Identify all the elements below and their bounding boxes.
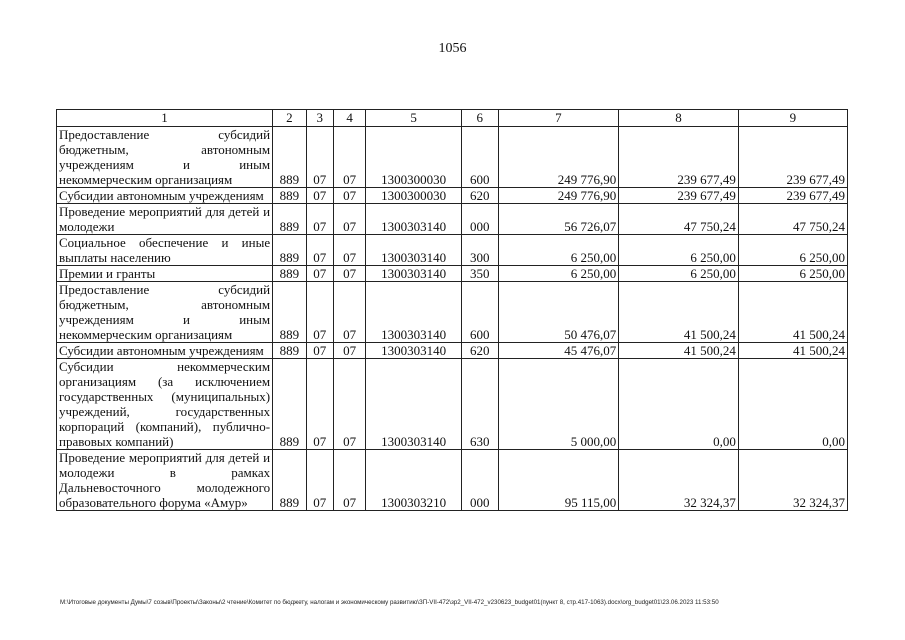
row-value-cell: 350 bbox=[461, 266, 498, 282]
row-value-cell: 1300303140 bbox=[366, 204, 461, 235]
row-value-cell: 889 bbox=[273, 343, 307, 359]
row-name-cell: Субсидии автономным учреждениям bbox=[57, 188, 273, 204]
row-value-cell: 07 bbox=[333, 127, 366, 188]
row-value-cell: 620 bbox=[461, 188, 498, 204]
row-value-cell: 1300300030 bbox=[366, 127, 461, 188]
row-name-cell: Субсидии некоммерческим организациям (за исключением государственных (муниципальных) учреждений, государственных корпораций (компаний), публично-правовых компаний) bbox=[57, 359, 273, 450]
table-row bbox=[57, 359, 848, 450]
row-value-cell: 07 bbox=[333, 266, 366, 282]
row-value-cell: 07 bbox=[333, 204, 366, 235]
row-name-cell: Премии и гранты bbox=[57, 266, 273, 282]
column-header: 2 bbox=[273, 110, 307, 127]
row-value-cell: 07 bbox=[306, 266, 333, 282]
page-number: 1056 bbox=[438, 41, 467, 56]
row-value-cell: 07 bbox=[333, 450, 366, 511]
row-value-cell: 32 324,37 bbox=[738, 450, 847, 511]
column-header: 6 bbox=[461, 110, 498, 127]
row-value-cell: 000 bbox=[461, 450, 498, 511]
row-value-cell: 07 bbox=[333, 188, 366, 204]
row-value-cell: 249 776,90 bbox=[498, 188, 619, 204]
column-header: 1 bbox=[57, 110, 273, 127]
table-row bbox=[57, 343, 848, 359]
row-value-cell: 07 bbox=[333, 282, 366, 343]
footer-file-path: M:\Итоговые документы Думы\7 созыв\Проекты\Законы\2 чтение\Комитет по бюджету, налогам и экономическому развитию\ЗП-VII-472\зр2_VII-472_v230623_budget01(пункт 8, стр.417-1063).docx\org_budget01\23.06.2023 11:53:50 bbox=[60, 599, 719, 606]
row-value-cell: 1300303140 bbox=[366, 266, 461, 282]
row-value-cell: 50 476,07 bbox=[498, 282, 619, 343]
row-name-cell: Предоставление субсидий бюджетным, автономным учреждениям и иным некоммерческим организациям bbox=[57, 282, 273, 343]
table-row bbox=[57, 282, 848, 343]
row-value-cell: 95 115,00 bbox=[498, 450, 619, 511]
row-value-cell: 07 bbox=[333, 235, 366, 266]
row-value-cell: 1300303140 bbox=[366, 359, 461, 450]
row-value-cell: 32 324,37 bbox=[619, 450, 739, 511]
row-value-cell: 239 677,49 bbox=[738, 127, 847, 188]
row-value-cell: 0,00 bbox=[738, 359, 847, 450]
row-name-cell: Предоставление субсидий бюджетным, автономным учреждениям и иным некоммерческим организациям bbox=[57, 127, 273, 188]
row-value-cell: 56 726,07 bbox=[498, 204, 619, 235]
row-value-cell: 41 500,24 bbox=[738, 343, 847, 359]
column-header: 7 bbox=[498, 110, 619, 127]
row-value-cell: 630 bbox=[461, 359, 498, 450]
table-row bbox=[57, 450, 848, 511]
row-value-cell: 000 bbox=[461, 204, 498, 235]
budget-table bbox=[56, 109, 848, 511]
row-value-cell: 07 bbox=[306, 282, 333, 343]
row-value-cell: 6 250,00 bbox=[498, 266, 619, 282]
row-value-cell: 620 bbox=[461, 343, 498, 359]
table-row bbox=[57, 204, 848, 235]
row-value-cell: 07 bbox=[333, 359, 366, 450]
column-header: 3 bbox=[306, 110, 333, 127]
row-value-cell: 300 bbox=[461, 235, 498, 266]
row-value-cell: 41 500,24 bbox=[619, 343, 739, 359]
row-value-cell: 47 750,24 bbox=[619, 204, 739, 235]
row-value-cell: 889 bbox=[273, 359, 307, 450]
row-name-cell: Субсидии автономным учреждениям bbox=[57, 343, 273, 359]
row-value-cell: 07 bbox=[306, 359, 333, 450]
row-value-cell: 6 250,00 bbox=[619, 235, 739, 266]
row-value-cell: 1300303140 bbox=[366, 235, 461, 266]
row-value-cell: 6 250,00 bbox=[619, 266, 739, 282]
column-header: 4 bbox=[333, 110, 366, 127]
row-name-cell: Проведение мероприятий для детей и молодежи в рамках Дальневосточного молодежного образовательного форума «Амур» bbox=[57, 450, 273, 511]
row-value-cell: 07 bbox=[306, 450, 333, 511]
row-value-cell: 07 bbox=[333, 343, 366, 359]
row-value-cell: 889 bbox=[273, 450, 307, 511]
row-value-cell: 6 250,00 bbox=[738, 235, 847, 266]
row-value-cell: 6 250,00 bbox=[498, 235, 619, 266]
row-value-cell: 5 000,00 bbox=[498, 359, 619, 450]
row-value-cell: 889 bbox=[273, 266, 307, 282]
row-value-cell: 07 bbox=[306, 343, 333, 359]
table-header-row bbox=[57, 110, 848, 127]
row-value-cell: 47 750,24 bbox=[738, 204, 847, 235]
row-value-cell: 600 bbox=[461, 282, 498, 343]
row-name-cell: Социальное обеспечение и иные выплаты населению bbox=[57, 235, 273, 266]
row-value-cell: 239 677,49 bbox=[619, 127, 739, 188]
row-value-cell: 41 500,24 bbox=[619, 282, 739, 343]
table-row bbox=[57, 188, 848, 204]
row-value-cell: 600 bbox=[461, 127, 498, 188]
table-row bbox=[57, 235, 848, 266]
row-value-cell: 0,00 bbox=[619, 359, 739, 450]
row-value-cell: 41 500,24 bbox=[738, 282, 847, 343]
column-header: 8 bbox=[619, 110, 739, 127]
row-value-cell: 45 476,07 bbox=[498, 343, 619, 359]
row-value-cell: 239 677,49 bbox=[619, 188, 739, 204]
table-row bbox=[57, 127, 848, 188]
row-value-cell: 889 bbox=[273, 235, 307, 266]
row-value-cell: 1300300030 bbox=[366, 188, 461, 204]
row-name-cell: Проведение мероприятий для детей и молодежи bbox=[57, 204, 273, 235]
row-value-cell: 889 bbox=[273, 188, 307, 204]
row-value-cell: 07 bbox=[306, 188, 333, 204]
row-value-cell: 249 776,90 bbox=[498, 127, 619, 188]
row-value-cell: 239 677,49 bbox=[738, 188, 847, 204]
row-value-cell: 07 bbox=[306, 235, 333, 266]
row-value-cell: 07 bbox=[306, 204, 333, 235]
row-value-cell: 889 bbox=[273, 204, 307, 235]
row-value-cell: 1300303140 bbox=[366, 343, 461, 359]
table-row bbox=[57, 266, 848, 282]
row-value-cell: 1300303210 bbox=[366, 450, 461, 511]
row-value-cell: 6 250,00 bbox=[738, 266, 847, 282]
row-value-cell: 889 bbox=[273, 282, 307, 343]
row-value-cell: 07 bbox=[306, 127, 333, 188]
column-header: 5 bbox=[366, 110, 461, 127]
row-value-cell: 889 bbox=[273, 127, 307, 188]
column-header: 9 bbox=[738, 110, 847, 127]
row-value-cell: 1300303140 bbox=[366, 282, 461, 343]
